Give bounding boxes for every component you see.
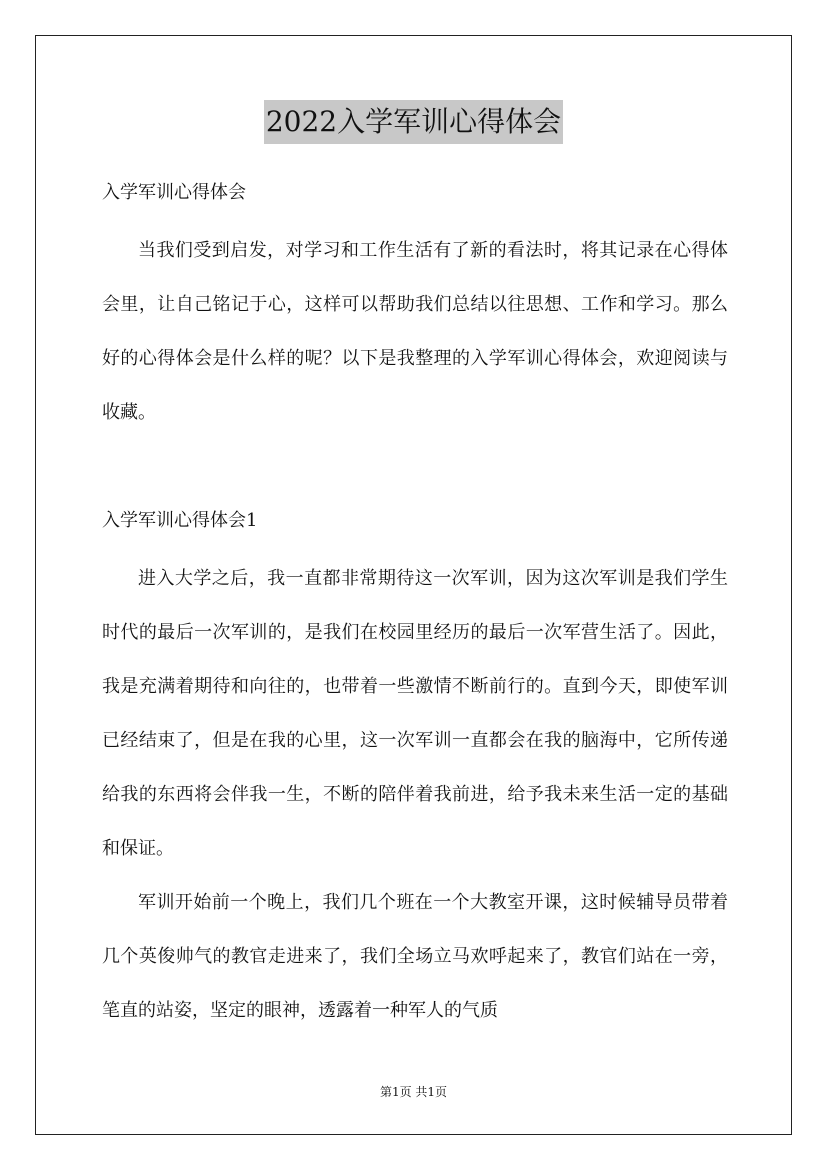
body-paragraph: 进入大学之后，我一直都非常期待这一次军训，因为这次军训是我们学生时代的最后一次军训的，是我们在校园里经历的最后一次军营生活了。因此，我是充满着期待和向往的，也带着一些激情不断前行的。直到今天，即使军训已经结束了，但是在我的心里，这一次军训一直都会在我的脑海中，它所传递给我的东西将会伴我一生，不断的陪伴着我前进，给予我未来生活一定的基础和保证。 (102, 568, 728, 859)
intro-paragraph: 当我们受到启发，对学习和工作生活有了新的看法时，将其记录在心得体会里，让自己铭记于心，这样可以帮助我们总结以往思想、工作和学习。那么好的心得体会是什么样的呢？以下是我整理的入学军训心得体会，欢迎阅读与收藏。 (102, 240, 728, 423)
page-footer: 第1页 共1页 (379, 1085, 448, 1099)
section-heading: 入学军训心得体会1 (102, 510, 258, 531)
title-container (0, 100, 827, 144)
body-paragraph: 军训开始前一个晚上，我们几个班在一个大教室开课，这时候辅导员带着几个英俊帅气的教官走进来了，我们全场立马欢呼起来了，教官们站在一旁，笔直的站姿，坚定的眼神，透露着一种军人的气质 (102, 892, 728, 1021)
intro-heading: 入学军训心得体会 (102, 182, 246, 203)
document-title: 2022入学军训心得体会 (264, 100, 563, 144)
document-body (102, 170, 728, 1038)
